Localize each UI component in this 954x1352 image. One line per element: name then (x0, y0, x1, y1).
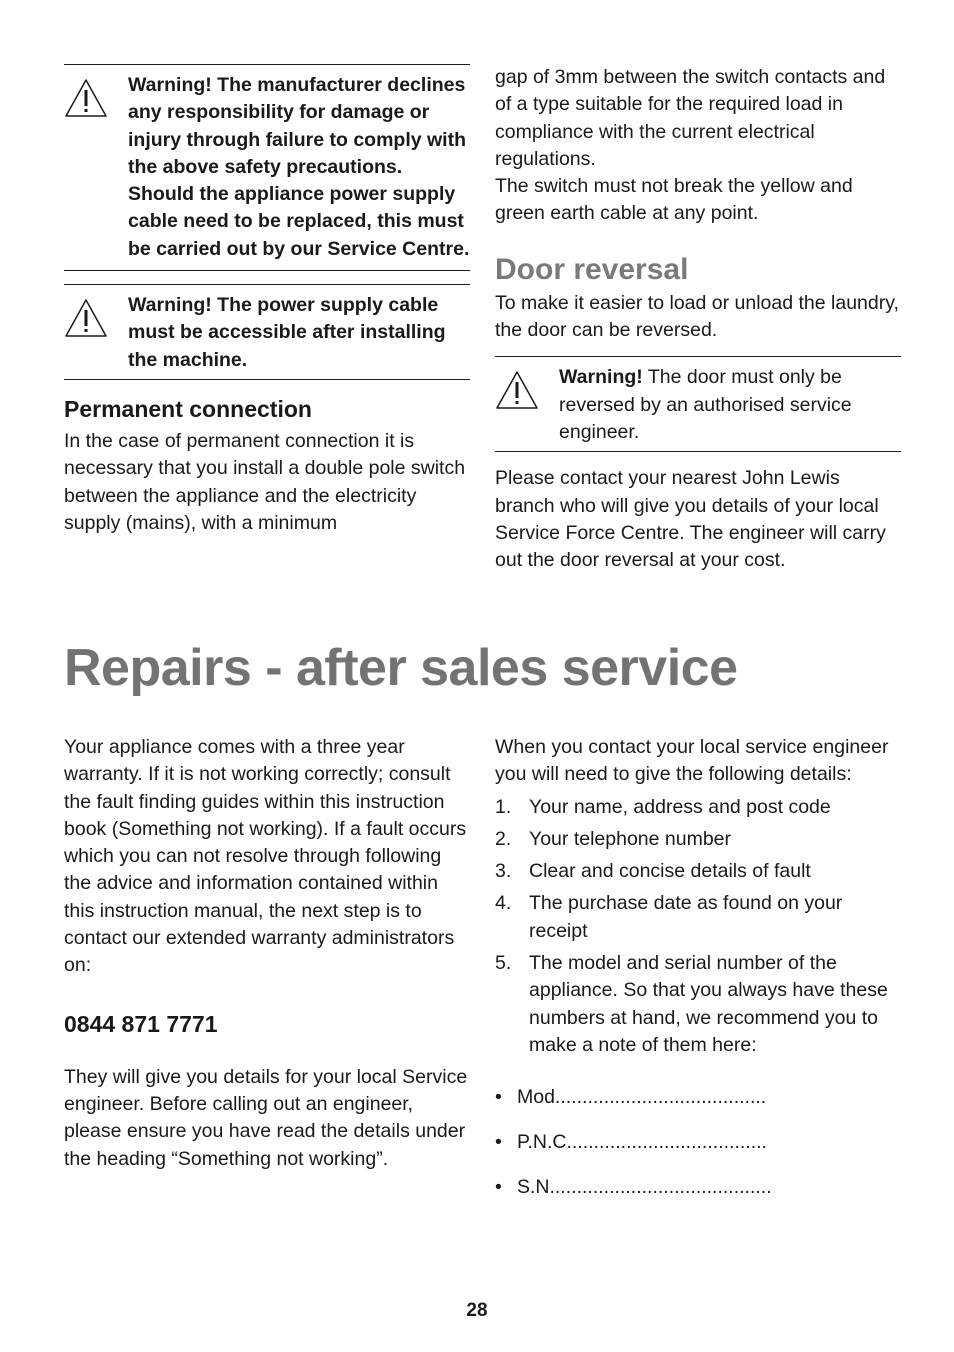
contact-intro: When you contact your local service engineer you will need to give the following details: (495, 736, 889, 786)
warranty-intro: Your appliance comes with a three year warranty. If it is not working correctly; consult the fault finding guides within this instruction book (Something not working). If a fault occurs which you can not resolve through following the advice and information contained within this instruction manual, the next step is to contact our extended warranty administrators on: (64, 736, 467, 977)
earth-cable-note: The switch must not break the yellow and green earth cable at any point. (495, 175, 853, 225)
left-top-column (64, 64, 470, 537)
list-item: 2. Your telephone number (495, 827, 732, 850)
warning-text-door (559, 364, 901, 446)
page-number: 28 (466, 1300, 488, 1321)
door-reversal-intro: To make it easier to load or unload the laundry, the door can be reversed. (495, 291, 899, 342)
repairs-left-column (64, 734, 470, 1173)
repairs-title: Repairs - after sales service (64, 639, 738, 697)
warning-triangle-icon (64, 72, 128, 118)
note-field-model: • Mod....................................... (495, 1086, 767, 1109)
permanent-connection-continued: gap of 3mm between the switch contacts and of a type suitable for the required load in compliance with the current electrical regulations. (495, 66, 886, 170)
warning-text-manufacturer: Warning! The manufacturer declines any responsibility for damage or injury through failure to comply with the above safety precautions. Should the appliance power supply cable need to be replaced, this must be carried out by our Service Centre. (128, 74, 470, 260)
list-item: 3. Clear and concise details of fault (495, 860, 811, 883)
list-item: 4. The purchase date as found on your receipt (495, 892, 843, 942)
warning-label: Warning! (559, 366, 643, 389)
service-engineer-note: They will give you details for your local Service engineer. Before calling out an engineer, please ensure you have read the details under the heading “Something not working”. (64, 1065, 468, 1170)
warranty-phone-number: 0844 871 7771 (64, 1010, 218, 1037)
note-field-serial: • S.N......................................... (495, 1176, 772, 1199)
details-list (495, 794, 901, 1060)
door-reversal-contact: Please contact your nearest John Lewis branch who will give you details of your local Service Force Centre. The engineer will carry out the door reversal at your cost. (495, 467, 886, 572)
note-field-pnc: • P.N.C..................................... (495, 1131, 767, 1154)
warning-box-manufacturer (64, 64, 470, 271)
door-reversal-heading: Door reversal (495, 252, 689, 286)
right-top-column (495, 64, 901, 574)
repairs-right-column (495, 734, 901, 1219)
permanent-connection-body: In the case of permanent connection it is necessary that you install a double pole switch between the appliance and the electricity supply (mains), with a minimum (64, 429, 466, 534)
warning-triangle-icon (64, 292, 128, 338)
warning-box-power-cable (64, 284, 470, 380)
warning-text-power-cable: Warning! The power supply cable must be accessible after installing the machine. (128, 294, 446, 371)
note-fields-list (495, 1084, 901, 1219)
list-item: 1. Your name, address and post code (495, 795, 831, 818)
warning-triangle-icon (495, 364, 559, 410)
warning-box-door (495, 356, 901, 452)
permanent-connection-heading: Permanent connection (64, 395, 312, 422)
list-item: 5. The model and serial number of the appliance. So that you always have these numbers at hand, we recommend you to make a note of them here: (495, 952, 888, 1056)
warning-door-detail: The door must only be reversed by an authorised service engineer. (559, 366, 852, 443)
